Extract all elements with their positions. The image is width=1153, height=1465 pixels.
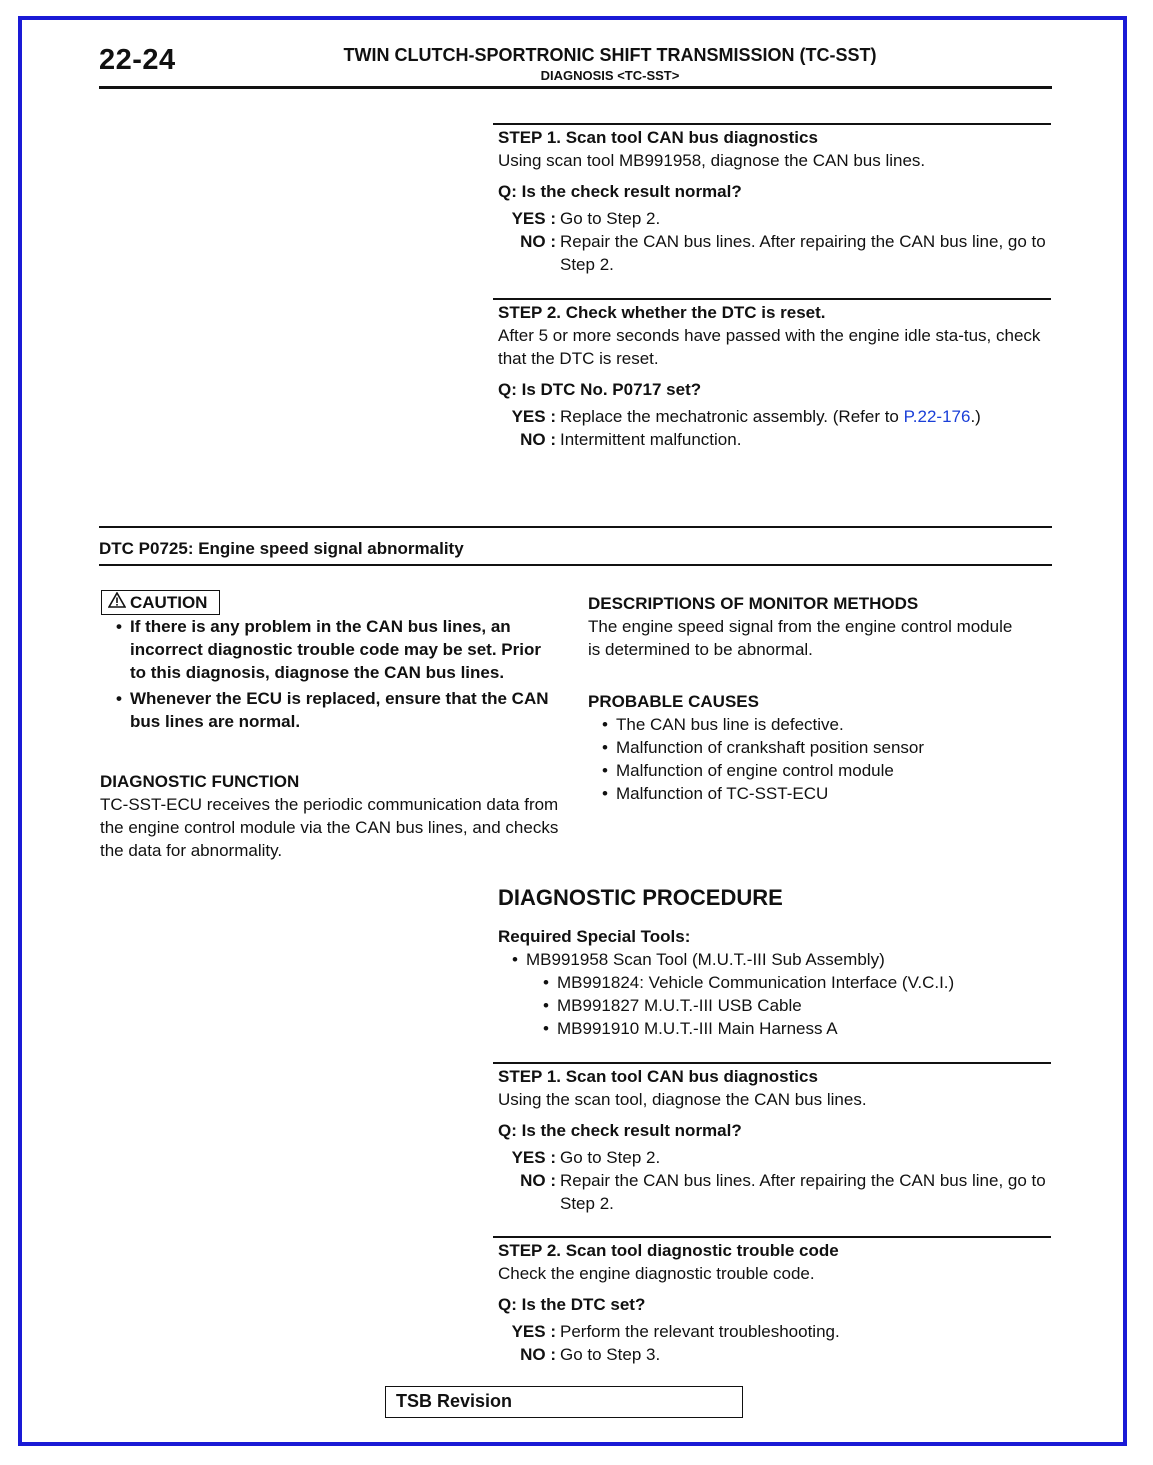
page-title: TWIN CLUTCH-SPORTRONIC SHIFT TRANSMISSION (TC-SST): [343, 45, 877, 65]
section-text: The engine speed signal from the engine control module is determined to be abnormal.: [588, 617, 1013, 659]
step-rule: [493, 123, 1051, 125]
list-item: • MB991827 M.U.T.-III USB Cable: [535, 994, 1050, 1017]
yes-text: Perform the relevant troubleshooting.: [560, 1322, 840, 1341]
no-label: NO :: [520, 430, 556, 449]
yes-text: Go to Step 2.: [560, 209, 661, 228]
page-reference-link[interactable]: P.22-176: [903, 407, 971, 426]
no-answer: [498, 230, 1056, 276]
list-item: • Malfunction of engine control module: [594, 759, 1038, 782]
yes-text: Replace the mechatronic assembly. (Refer to: [560, 407, 904, 426]
tool-sub-list: [498, 971, 1050, 1040]
step-title: STEP 1. Scan tool CAN bus diagnostics: [498, 1067, 818, 1086]
bullet-icon: •: [543, 973, 549, 992]
step-title: STEP 2. Check whether the DTC is reset.: [498, 303, 826, 322]
yes-label: YES :: [511, 1322, 556, 1341]
yes-label: YES :: [511, 209, 556, 228]
yes-label: YES :: [511, 407, 556, 426]
dtc-rule-bottom: [99, 564, 1052, 566]
yes-text: Go to Step 2.: [560, 1148, 661, 1167]
bullet-icon: •: [602, 715, 608, 734]
step-rule: [493, 1236, 1051, 1238]
bullet-icon: •: [116, 689, 122, 708]
required-tools: [498, 926, 1050, 1040]
step-body: Using scan tool MB991958, diagnose the CAN bus lines.: [498, 151, 926, 170]
bullet-icon: •: [543, 1019, 549, 1038]
monitor-methods: [588, 593, 1028, 661]
page-subtitle: DIAGNOSIS <TC-SST>: [540, 68, 680, 83]
dtc-title: DTC P0725: Engine speed signal abnormality: [99, 539, 464, 558]
section-heading: DIAGNOSTIC FUNCTION: [100, 772, 300, 791]
caution-list: [108, 615, 560, 733]
step-title: STEP 2. Scan tool diagnostic trouble code: [498, 1241, 839, 1260]
yes-answer: [498, 405, 1056, 428]
page-number: 22-24: [99, 44, 176, 76]
top-step-1: [498, 127, 1056, 276]
yes-text-wrapper: [560, 405, 1056, 428]
no-label: NO :: [520, 232, 556, 251]
step-body: Check the engine diagnostic trouble code.: [498, 1264, 815, 1283]
list-item: • Malfunction of TC-SST-ECU: [594, 782, 1038, 805]
bullet-icon: •: [602, 761, 608, 780]
tools-heading: Required Special Tools:: [498, 927, 691, 946]
no-answer: [498, 1343, 1056, 1366]
list-item: • MB991958 Scan Tool (M.U.T.-III Sub Assembly): [498, 948, 1050, 971]
step-question: Q: Is the check result normal?: [498, 1121, 742, 1140]
header-rule: [99, 86, 1052, 89]
list-item: • If there is any problem in the CAN bus lines, an incorrect diagnostic trouble code may be set. Prior to this diagnosis, diagnose the CAN bus lines.: [108, 615, 560, 684]
no-answer: [498, 428, 1056, 451]
list-item: • Whenever the ECU is replaced, ensure that the CAN bus lines are normal.: [108, 687, 560, 733]
bullet-icon: •: [543, 996, 549, 1015]
yes-answer: [498, 207, 1056, 230]
step-rule: [493, 298, 1051, 300]
list-item: • MB991824: Vehicle Communication Interface (V.C.I.): [535, 971, 1050, 994]
bottom-step-2: [498, 1240, 1056, 1366]
yes-answer: [498, 1146, 1056, 1169]
bullet-icon: •: [116, 617, 122, 636]
yes-answer: [498, 1320, 1056, 1343]
diagnostic-function: [100, 771, 562, 862]
step-body: Using the scan tool, diagnose the CAN bus lines.: [498, 1090, 867, 1109]
dtc-rule-top: [99, 526, 1052, 528]
section-heading: PROBABLE CAUSES: [588, 692, 759, 711]
no-text: Intermittent malfunction.: [560, 430, 742, 449]
step-title: STEP 1. Scan tool CAN bus diagnostics: [498, 128, 818, 147]
step-body: After 5 or more seconds have passed with the engine idle sta-tus, check that the DTC is reset.: [498, 326, 1041, 368]
step-rule: [493, 1062, 1051, 1064]
list-item: • MB991910 M.U.T.-III Main Harness A: [535, 1017, 1050, 1040]
caution-label: CAUTION: [130, 593, 208, 612]
no-label: NO :: [520, 1171, 556, 1190]
no-text: Repair the CAN bus lines. After repairing the CAN bus line, go to Step 2.: [560, 232, 1046, 274]
bullet-icon: •: [512, 950, 518, 969]
caution-badge: [101, 590, 220, 615]
bullet-icon: •: [602, 738, 608, 757]
no-text: Repair the CAN bus lines. After repairing the CAN bus line, go to Step 2.: [560, 1171, 1046, 1213]
procedure-heading: DIAGNOSTIC PROCEDURE: [498, 885, 783, 910]
probable-causes: [588, 691, 1038, 805]
warning-triangle-icon: [108, 592, 126, 614]
list-item: • The CAN bus line is defective.: [594, 713, 1038, 736]
bottom-step-1: [498, 1066, 1056, 1215]
list-item: • Malfunction of crankshaft position sensor: [594, 736, 1038, 759]
no-label: NO :: [520, 1345, 556, 1364]
yes-text-after: .): [970, 407, 981, 426]
section-heading: DESCRIPTIONS OF MONITOR METHODS: [588, 594, 919, 613]
section-text: TC-SST-ECU receives the periodic communication data from the engine control module via the CAN bus lines, and checks the data for abnormality.: [100, 795, 559, 860]
step-question: Q: Is the check result normal?: [498, 182, 742, 201]
step-question: Q: Is the DTC set?: [498, 1295, 646, 1314]
causes-list: [588, 713, 1038, 805]
yes-label: YES :: [511, 1148, 556, 1167]
step-question: Q: Is DTC No. P0717 set?: [498, 380, 702, 399]
tsb-revision-box: TSB Revision: [385, 1386, 743, 1418]
no-text: Go to Step 3.: [560, 1345, 661, 1364]
bullet-icon: •: [602, 784, 608, 803]
no-answer: [498, 1169, 1056, 1215]
top-step-2: [498, 302, 1056, 451]
